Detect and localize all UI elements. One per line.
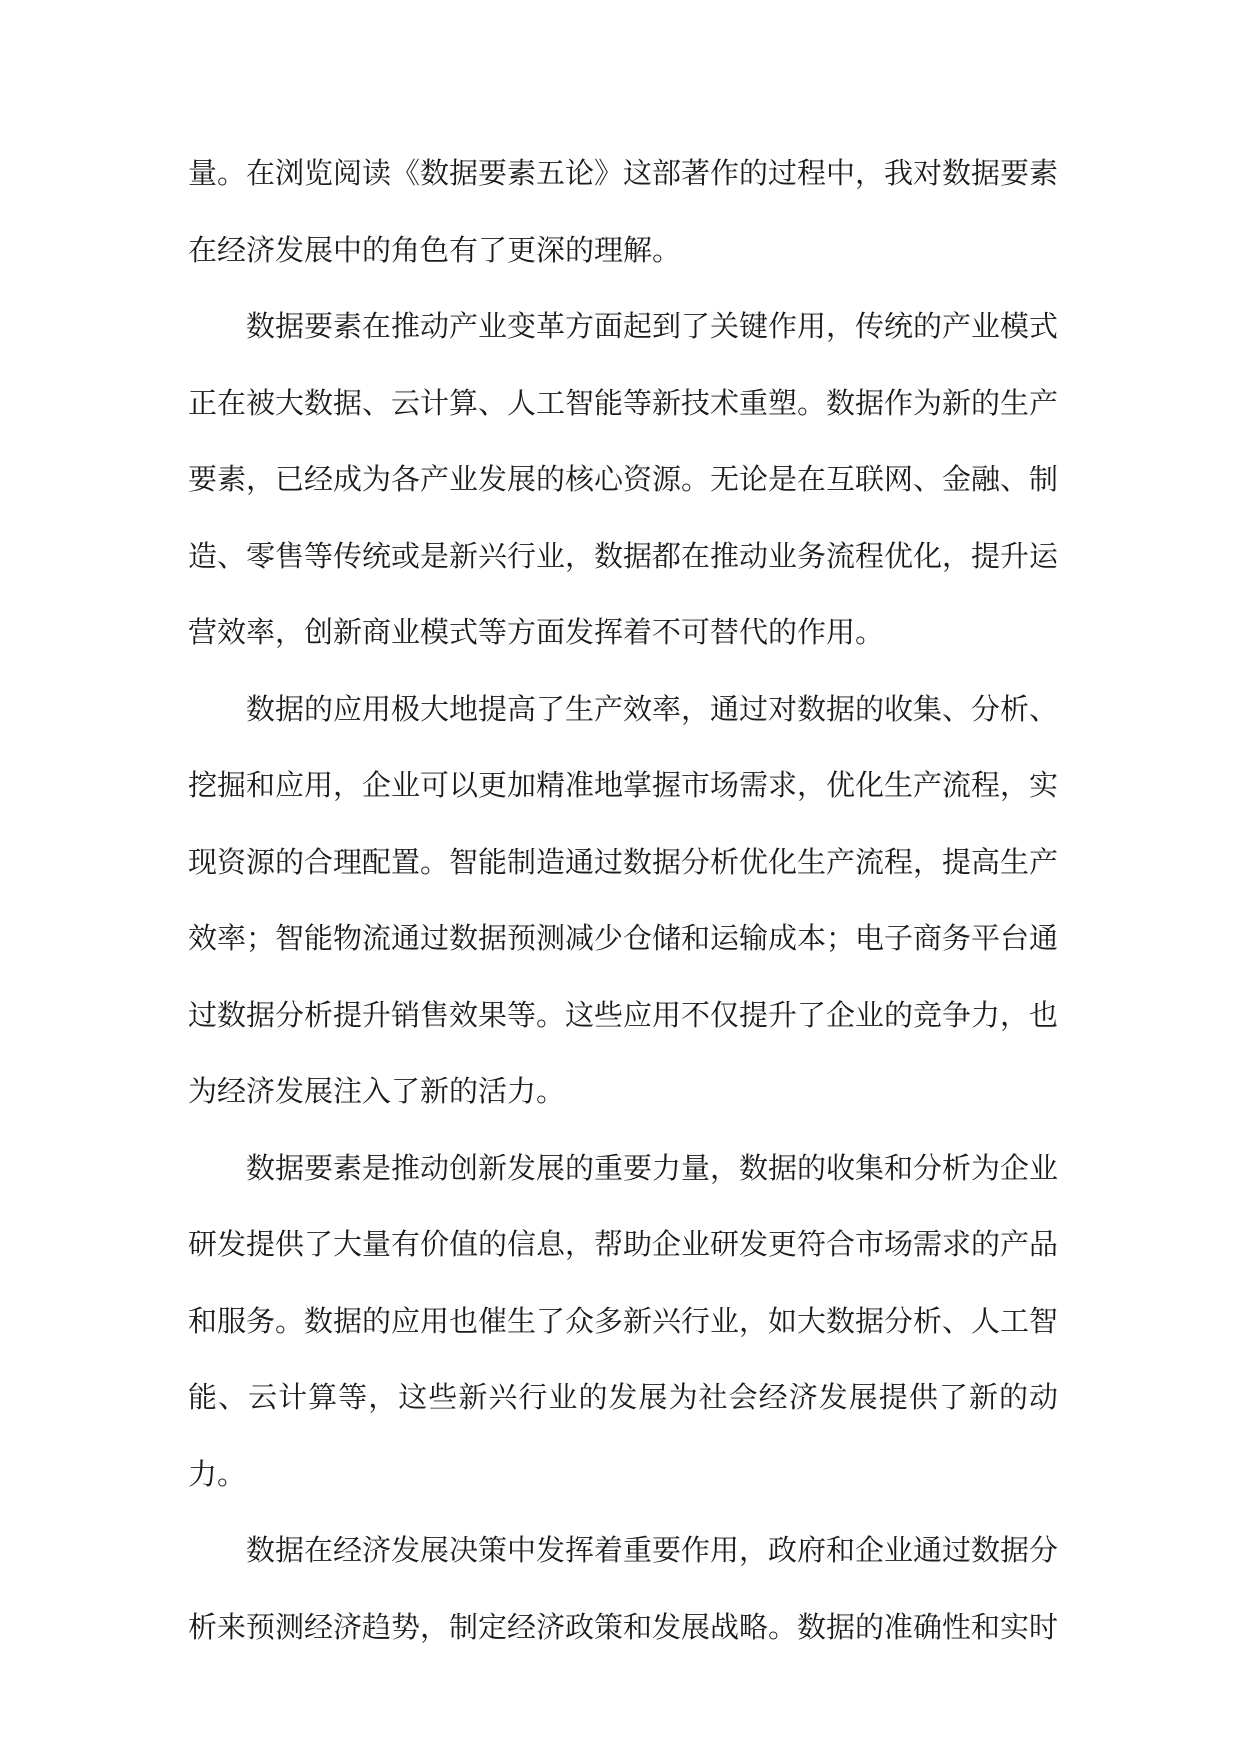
paragraph-2: 数据要素在推动产业变革方面起到了关键作用，传统的产业模式正在被大数据、云计算、人工智能等新技术重塑。数据作为新的生产要素，已经成为各产业发展的核心资源。无论是在互联网、金融、制造、零售等传统或是新兴行业，数据都在推动业务流程优化，提升运营效率，创新商业模式等方面发挥着不可替代的作用。 [188, 309, 1059, 649]
paragraph-4: 数据要素是推动创新发展的重要力量，数据的收集和分析为企业研发提供了大量有价值的信息，帮助企业研发更符合市场需求的产品和服务。数据的应用也催生了众多新兴行业，如大数据分析、人工智能、云计算等，这些新兴行业的发展为社会经济发展提供了新的动力。 [188, 1150, 1059, 1491]
paragraph-5: 数据在经济发展决策中发挥着重要作用，政府和企业通过数据分析来预测经济趋势，制定经济政策和发展战略。数据的准确性和实时 [188, 1533, 1059, 1644]
paragraph-1: 量。在浏览阅读《数据要素五论》这部著作的过程中，我对数据要素在经济发展中的角色有了更深的理解。 [188, 156, 1059, 267]
document-body [188, 135, 1058, 1665]
paragraph-3: 数据的应用极大地提高了生产效率，通过对数据的收集、分析、挖掘和应用，企业可以更加精准地掌握市场需求，优化生产流程，实现资源的合理配置。智能制造通过数据分析优化生产流程，提高生产效率；智能物流通过数据预测减少仓储和运输成本；电子商务平台通过数据分析提升销售效果等。这些应用不仅提升了企业的竞争力，也为经济发展注入了新的活力。 [188, 691, 1059, 1108]
